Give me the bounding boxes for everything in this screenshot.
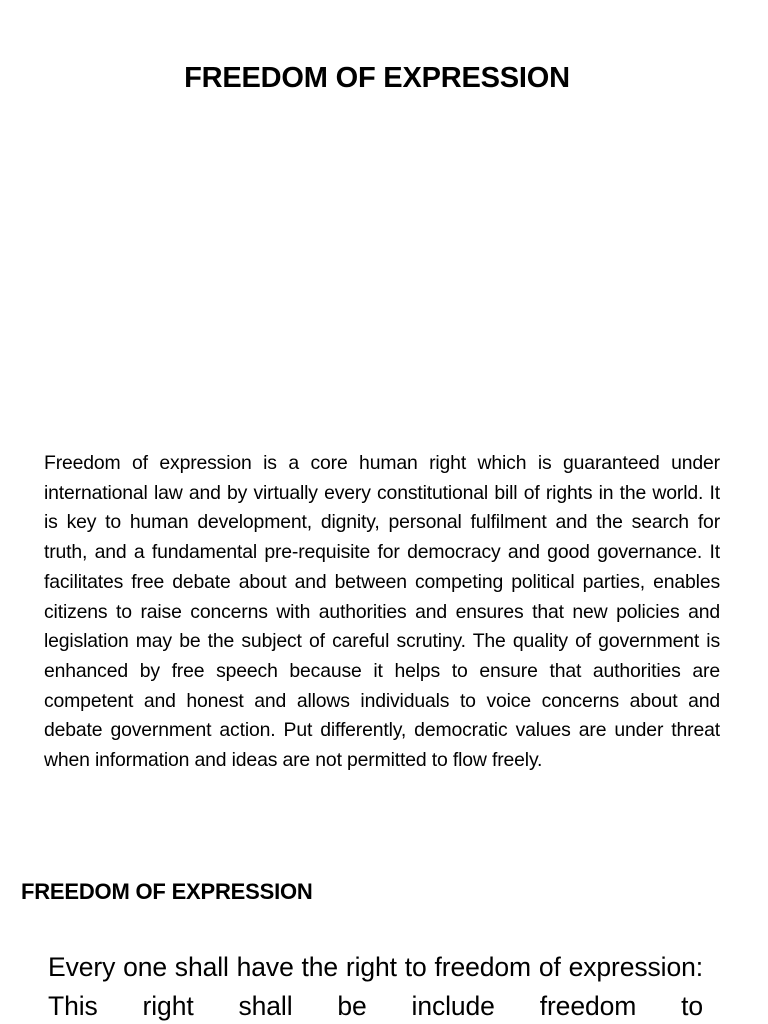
intro-paragraph: Freedom of expression is a core human right which is guaranteed under international law and by virtually every constitutional bill of rights in the world. It is key to human development, dignity, personal fulfilment and the search for truth, and a fundamental pre-requisite for democracy and good governance. It facilitates free debate about and between competing political parties, enables citizens to raise concerns with authorities and ensures that new policies and legislation may be the subject of careful scrutiny. The quality of government is enhanced by free speech because it helps to ensure that authorities are competent and honest and allows individuals to voice concerns about and debate government action. Put differently, democratic values are under threat when information and ideas are not permitted to flow freely. [44,452,720,772]
section-text: Every one shall have the right to freedom of expression: This right shall be include freedom to [48,952,703,1021]
page-title: FREEDOM OF EXPRESSION [184,62,570,94]
section-heading: FREEDOM OF EXPRESSION [21,879,313,904]
